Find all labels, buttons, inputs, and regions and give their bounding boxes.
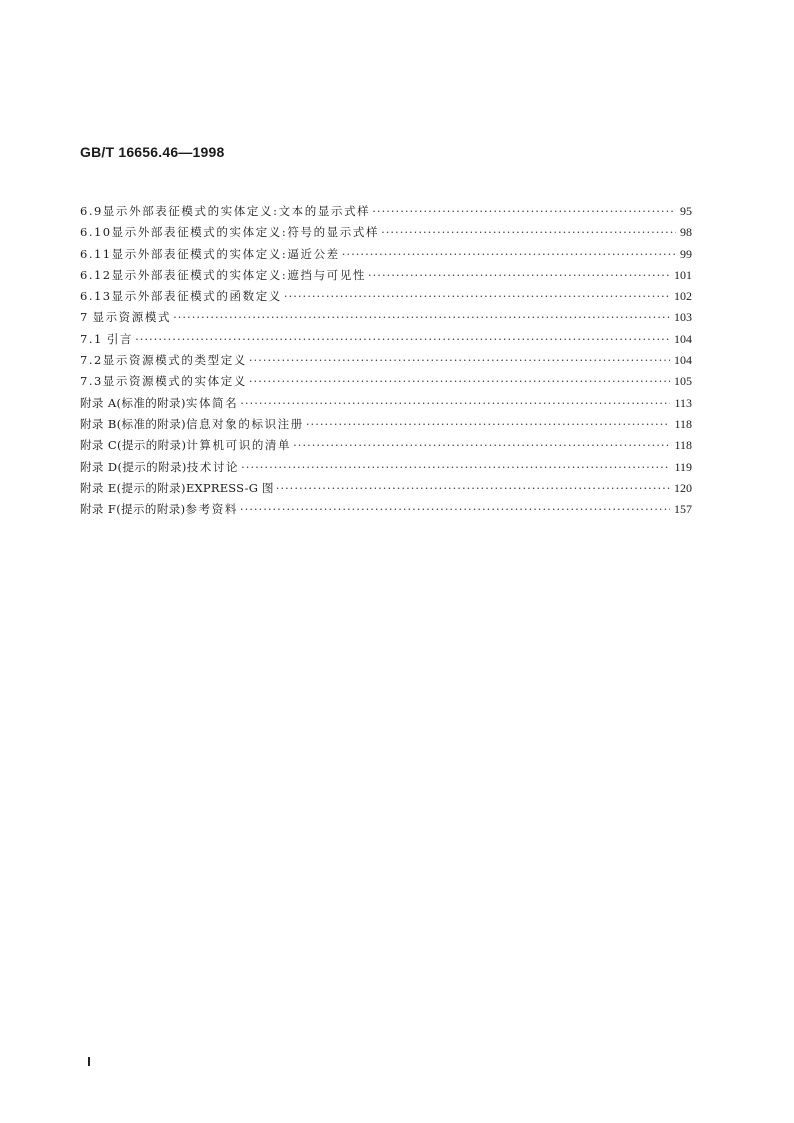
toc-entry[interactable] [80,286,692,307]
toc-entry-number: 7.2 [80,353,103,368]
toc-entry-page: 103 [674,310,692,325]
toc-entry-title: 显示外部表征模式的实体定义:逼近公差 [111,246,340,261]
toc-dot-leader [241,457,670,478]
toc-entry-number: 6.11 [80,246,112,261]
toc-entry-number: 6.10 [80,225,112,240]
toc-entry-page: 105 [674,374,692,389]
toc-dot-leader [173,307,670,328]
table-of-contents [80,201,692,520]
toc-entry-number: 6.13 [80,289,112,304]
toc-entry[interactable] [80,265,692,286]
toc-entry-page: 101 [674,267,692,282]
toc-entry-title: 计算机可识的清单 [186,438,292,453]
toc-entry-number: 6.9 [80,204,103,218]
toc-dot-leader [249,371,670,392]
toc-entry[interactable] [80,499,692,520]
toc-entry-title: 显示资源模式的实体定义 [102,374,247,389]
toc-entry-page: 99 [680,246,692,261]
toc-entry-title: 显示资源模式的类型定义 [102,353,247,368]
standard-code-header: GB/T 16656.46—1998 [80,144,225,160]
toc-dot-leader [368,265,670,286]
toc-entry-title: 显示外部表征模式的实体定义:文本的显示式样 [102,204,371,218]
page-footer-mark [88,1057,90,1066]
toc-dot-leader [240,499,670,520]
toc-entry-number: 7.3 [80,374,103,389]
toc-entry-title: 技术讨论 [186,459,240,474]
toc-entry[interactable] [80,457,692,478]
toc-dot-leader [249,350,670,371]
toc-entry-title: 显示外部表征模式的实体定义:遮挡与可见性 [111,267,366,282]
toc-entry-page: 113 [674,395,692,410]
toc-entry[interactable] [80,478,692,499]
toc-entry-number: 7.1 [80,331,103,346]
toc-dot-leader [284,286,670,307]
toc-entry[interactable] [80,435,692,456]
toc-entry-page: 98 [680,225,692,240]
toc-dot-leader [372,201,676,222]
toc-entry[interactable] [80,201,692,222]
toc-entry-number: 附录 D(提示的附录) [80,459,187,474]
toc-entry-page: 120 [674,480,692,495]
toc-entry-title: 引言 [106,331,134,346]
toc-entry-title: 显示外部表征模式的实体定义:符号的显示式样 [111,225,380,240]
toc-dot-leader [135,329,670,350]
toc-entry-number: 附录 A(标准的附录) [80,395,186,410]
toc-dot-leader [240,393,670,414]
toc-entry[interactable] [80,307,692,328]
toc-entry[interactable] [80,244,692,265]
toc-entry[interactable] [80,350,692,371]
toc-entry-page: 118 [674,438,692,453]
toc-entry[interactable] [80,222,692,243]
toc-entry[interactable] [80,371,692,392]
toc-dot-leader [342,244,676,265]
toc-entry-number: 附录 F(提示的附录) [80,502,186,517]
toc-entry-page: 157 [674,502,692,517]
toc-entry-page: 119 [674,459,692,474]
toc-entry[interactable] [80,329,692,350]
toc-dot-leader [381,222,676,243]
toc-entry-title: 显示资源模式 [92,310,172,325]
toc-dot-leader [306,414,671,435]
toc-entry-title: 显示外部表征模式的函数定义 [111,289,282,304]
toc-entry-page: 102 [674,289,692,304]
toc-dot-leader [293,435,670,456]
toc-entry-number: 附录 B(标准的附录) [80,416,186,431]
toc-entry-page: 118 [674,416,692,431]
toc-entry-title: 实体简名 [185,395,239,410]
toc-entry-title: EXPRESS-G 图 [185,480,274,495]
toc-entry-number: 6.12 [80,267,112,282]
toc-entry-page: 104 [674,331,692,346]
toc-entry[interactable] [80,393,692,414]
toc-entry-number: 附录 E(提示的附录) [80,480,186,495]
toc-entry-title: 信息对象的标识注册 [185,416,304,431]
toc-entry-number: 7 [80,310,89,325]
toc-entry-title: 参考资料 [185,502,238,517]
toc-entry-number: 附录 C(提示的附录) [80,438,187,453]
toc-entry-page: 104 [674,353,692,368]
toc-entry[interactable] [80,414,692,435]
toc-entry-page: 95 [680,204,692,218]
toc-dot-leader [276,478,670,499]
